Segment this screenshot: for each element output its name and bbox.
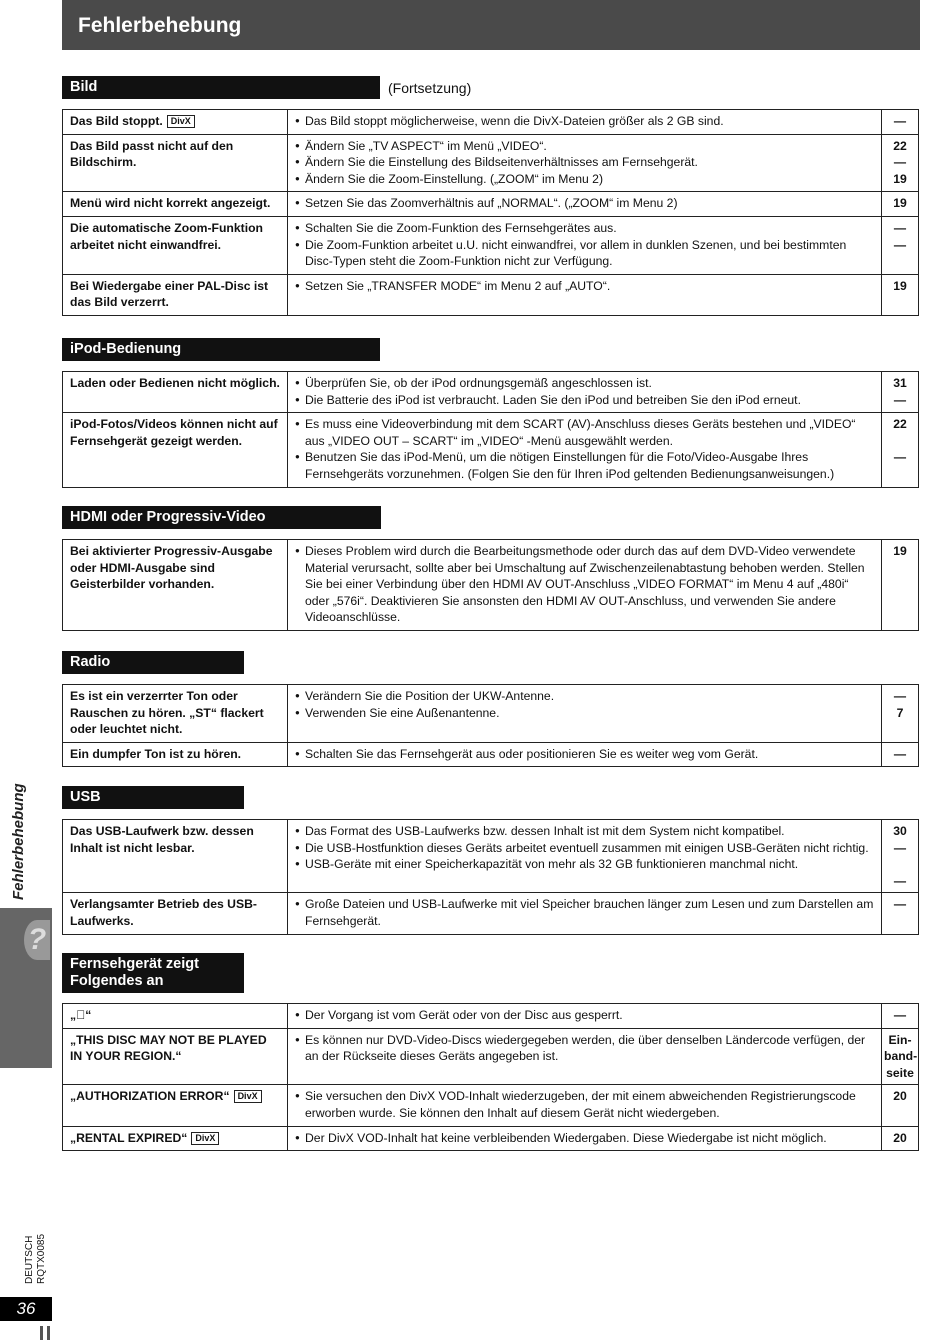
page-ref: 22 [893,417,907,432]
remedy-item [295,705,874,722]
remedy-item [295,1130,874,1147]
page-ref-cell [882,110,919,135]
problem-cell [63,820,288,893]
remedy-text: ● Schalten Sie die Zoom-Funktion des Fernsehgerätes aus. [305,220,617,235]
remedy-text: ● Setzen Sie das Zoomverhältnis auf „NORMAL“. („ZOOM“ im Menu 2) [305,196,678,211]
remedy-text: ● Verändern Sie die Position der UKW-Antenne. [305,689,555,703]
remedy-cell [288,192,882,217]
remedy-cell [288,1085,882,1126]
sidebar-label: Fehlerbehebung [10,783,27,900]
page-ref: 31 [893,376,907,390]
problem-cell [63,742,288,767]
page-ref: 19 [893,171,907,186]
remedy-item [295,278,874,295]
page-ref-cell [882,216,919,274]
remedy-cell [288,372,882,413]
problem-text: Verlangsamter Betrieb des USB-Laufwerks. [70,897,257,928]
remedy-text: ● Verwenden Sie eine Außenantenne. [305,705,500,720]
section-bild [62,76,919,316]
page-ref: — [893,450,907,465]
problem-cell [63,1004,288,1029]
page-ref-cell [882,134,919,192]
remedy-item [295,840,874,857]
remedy-text: ● Dieses Problem wird durch die Bearbeitungsmethode oder durch das auf dem DVD-Video verwendete Material verursacht, sollte aber bei Umschaltung auf Zwischenzeilenabtastung behoben werden. Stellen Sie bei einer Verbindung über den HDMI AV OUT-Anschluss „VIDEO FORMAT“ im Menu 4 auf „480i“ oder „576i“. Deaktivieren Sie ansonsten den HDMI AV OUT-Anschluss, und verwenden Sie andere Videoanschlüsse. [305,544,865,625]
problem-text: iPod-Fotos/Videos können nicht auf Fernsehgerät gezeigt werden. [70,417,278,448]
table-row [63,1085,919,1126]
remedy-cell [288,893,882,934]
remedy-text: ● Ändern Sie „TV ASPECT“ im Menü „VIDEO“. [305,138,547,153]
problem-text: Laden oder Bedienen nicht möglich. [70,376,280,390]
problem-text: Das Bild stoppt. [70,114,163,128]
model-code: RQTX0085 [36,1233,47,1284]
page-ref: 19 [893,544,907,558]
page-ref: — [893,897,907,912]
remedy-text: ● Große Dateien und USB-Laufwerke mit viel Speicher brauchen länger zum Lesen und zum Darstellen am Fernsehgerät. [305,897,874,928]
remedy-item [295,856,874,873]
section-radio [62,651,919,767]
problem-cell [63,685,288,743]
problem-cell [63,192,288,217]
remedy-cell [288,820,882,893]
troubleshooting-table [62,1003,919,1151]
table-row [63,1126,919,1151]
remedy-text: ● Es können nur DVD-Video-Discs wiedergegeben werden, die über denselben Ländercode verfügen, der an der Rückseite dieses Geräts angegeben ist. [305,1032,866,1064]
problem-cell [63,134,288,192]
remedy-item [295,688,874,705]
problem-text: Bei aktivierter Progressiv-Ausgabe oder HDMI-Ausgabe sind Geisterbilder vorhanden. [70,544,273,592]
section-ipod [62,338,919,488]
problem-cell [63,893,288,934]
table-row [63,820,919,893]
section-usb [62,786,919,935]
divx-badge: DivX [234,1090,262,1103]
remedy-item [295,154,874,171]
table-row [63,192,919,217]
remedy-text: ● USB-Geräte mit einer Speicherkapazität von mehr als 32 GB funktionieren manchmal nicht. [305,857,799,872]
remedy-cell [288,1028,882,1085]
remedy-text: ● Schalten Sie das Fernsehgerät aus oder positionieren Sie es weiter weg vom Gerät. [305,746,759,761]
problem-text: „THIS DISC MAY NOT BE PLAYED IN YOUR REGION.“ [70,1032,267,1064]
table-row [63,540,919,631]
remedy-item [295,1007,874,1024]
table-row [63,134,919,192]
remedy-text: ● Die Batterie des iPod ist verbraucht. Laden Sie den iPod und betreiben Sie den iPod erneut. [305,392,801,407]
page-title: Fehlerbehebung [62,0,920,50]
problem-cell [63,372,288,413]
remedy-item [295,195,874,212]
section-title-line: Fernsehgerät zeigt [70,956,199,972]
remedy-text: ● Sie versuchen den DivX VOD-Inhalt wiederzugeben, der mit einem abweichenden Registrierungscode erworben wurde. Sie können den Inhalt auf diesem Gerät nicht wiedergeben. [305,1089,856,1120]
page-ref: — [893,746,907,761]
problem-text: Die automatische Zoom-Funktion arbeitet nicht einwandfrei. [70,220,263,252]
remedy-cell [288,134,882,192]
troubleshooting-table [62,539,919,631]
page-ref: — [893,873,907,888]
table-row [63,893,919,934]
remedy-item [295,1088,874,1121]
page-ref-cell [882,1004,919,1029]
page-ref: 22 [893,138,907,153]
remedy-text: ● Das Format des USB-Laufwerks bzw. dessen Inhalt ist mit dem System nicht kompatibel. [305,824,785,838]
remedy-item [295,416,874,449]
remedy-text: ● Ändern Sie die Zoom-Einstellung. („ZOOM“ im Menu 2) [305,171,604,186]
page-ref: — [893,840,907,855]
section-note: (Fortsetzung) [388,79,472,96]
page-ref-cell [882,685,919,743]
troubleshooting-table [62,684,919,767]
problem-cell [63,540,288,631]
page-ref: band- [884,1049,918,1064]
binding-marks [40,1326,52,1340]
page-ref: 19 [893,196,907,211]
remedy-text: ● Benutzen Sie das iPod-Menü, um die nötigen Einstellungen für die Foto/Video-Ausgabe Ihres Fernsehgeräts vorzunehmen. (Folgen Sie den für Ihren iPod geltenden Bedienungsanweisungen.) [305,450,835,481]
page-ref-cell [882,742,919,767]
page-number: 36 [0,1297,52,1321]
language-label: DEUTSCH [24,1235,35,1284]
remedy-cell [288,540,882,631]
remedy-item [295,237,874,270]
page-ref: 30 [893,824,907,838]
table-row [63,110,919,135]
troubleshooting-table [62,819,919,935]
table-row [63,1004,919,1029]
remedy-cell [288,413,882,487]
section-title: Radio [62,651,244,674]
remedy-cell [288,685,882,743]
page-ref [884,433,916,450]
section-title: USB [62,786,244,809]
remedy-text: ● Das Bild stoppt möglicherweise, wenn die DivX-Dateien größer als 2 GB sind. [305,114,724,128]
page-ref: — [893,220,907,235]
remedy-item [295,1032,874,1065]
remedy-cell [288,274,882,315]
page-ref: — [893,392,907,407]
problem-text: „AUTHORIZATION ERROR“ [70,1089,230,1104]
page-ref-cell [882,1028,919,1085]
table-row [63,372,919,413]
page-ref [884,856,916,873]
problem-text: Bei Wiedergabe einer PAL-Disc ist das Bild verzerrt. [70,278,269,310]
remedy-cell [288,110,882,135]
help-icon: ? [24,920,50,960]
page-ref-cell [882,1085,919,1126]
problem-cell [63,216,288,274]
divx-badge: DivX [167,115,195,128]
section-title: iPod-Bedienung [62,338,380,361]
section-hdmi [62,506,919,631]
problem-cell [63,274,288,315]
section-title: HDMI oder Progressiv-Video [62,506,381,529]
problem-cell [63,413,288,487]
remedy-item [295,823,874,840]
remedy-cell [288,1004,882,1029]
problem-text: Menü wird nicht korrekt angezeigt. [70,196,271,211]
remedy-item [295,375,874,392]
problem-text: Das Bild passt nicht auf den Bildschirm. [70,138,234,170]
remedy-text: ● Überprüfen Sie, ob der iPod ordnungsgemäß angeschlossen ist. [305,376,652,390]
page-ref: — [893,155,907,170]
problem-text: Das USB-Laufwerk bzw. dessen Inhalt ist nicht lesbar. [70,824,254,855]
remedy-item [295,449,874,482]
page-ref-cell [882,372,919,413]
section-title-line: Folgendes an [70,973,164,989]
page-ref: 20 [893,1089,907,1104]
page-ref-cell [882,1126,919,1151]
remedy-text: ● Der Vorgang ist vom Gerät oder von der Disc aus gesperrt. [305,1008,623,1022]
page-ref-cell [882,820,919,893]
problem-cell [63,110,288,135]
remedy-item [295,171,874,188]
problem-text: Es ist ein verzerrter Ton oder Rauschen zu hören. „ST“ flackert oder leuchtet nicht. [70,689,264,737]
page-ref-cell [882,893,919,934]
problem-text: „RENTAL EXPIRED“ [70,1130,188,1145]
table-row [63,216,919,274]
remedy-cell [288,1126,882,1151]
page-ref: — [893,689,907,703]
remedy-cell [288,216,882,274]
remedy-text: ● Die Zoom-Funktion arbeitet u.U. nicht einwandfrei, vor allem in dunklen Szenen, und bei bestimmten Disc-Typen steht die Zoom-Funktion nicht zur Verfügung. [305,237,847,269]
troubleshooting-table [62,109,919,316]
page-ref: 7 [896,705,904,720]
table-row [63,274,919,315]
page-ref-cell [882,540,919,631]
remedy-item [295,220,874,237]
page-ref-cell [882,274,919,315]
page-ref: — [893,237,907,252]
remedy-text: ● Setzen Sie „TRANSFER MODE“ im Menu 2 auf „AUTO“. [305,278,611,293]
remedy-item [295,113,874,130]
remedy-text: ● Die USB-Hostfunktion dieses Geräts arbeitet eventuell zusammen mit einigen USB-Geräten nicht richtig. [305,840,869,855]
section-title [62,953,244,993]
page-ref: — [893,114,907,128]
section-title: Bild [62,76,380,99]
remedy-text: ● Es muss eine Videoverbindung mit dem SCART (AV)-Anschluss dieses Geräts bestehen und „VIDEO“ aus „VIDEO OUT – SCART“ im „VIDEO“ -Menü ausgewählt werden. [305,417,856,448]
remedy-item [295,392,874,409]
table-row [63,742,919,767]
remedy-item [295,138,874,155]
page-ref: seite [886,1065,914,1080]
table-row [63,685,919,743]
divx-badge: DivX [191,1132,219,1145]
problem-cell [63,1126,288,1151]
page-ref: 19 [893,278,907,293]
remedy-item [295,543,874,626]
remedy-item [295,746,874,763]
remedy-text: ● Ändern Sie die Einstellung des Bildseitenverhältnisses am Fernsehgerät. [305,155,698,170]
page-ref: — [893,1008,907,1022]
table-row [63,1028,919,1085]
language-code [24,1234,48,1284]
troubleshooting-table [62,371,919,488]
table-row [63,413,919,487]
remedy-text: ● Der DivX VOD-Inhalt hat keine verbleibenden Wiedergaben. Diese Wiedergabe ist nicht möglich. [305,1130,827,1145]
page-ref-cell [882,192,919,217]
page-ref: 20 [893,1130,907,1145]
page-ref-cell [882,413,919,487]
problem-cell [63,1028,288,1085]
remedy-cell [288,742,882,767]
remedy-item [295,896,874,929]
section-tv [62,953,919,1151]
problem-text: Ein dumpfer Ton ist zu hören. [70,746,242,761]
page-ref: Ein- [888,1032,912,1047]
problem-cell [63,1085,288,1126]
problem-text: „⃠“ [70,1008,92,1022]
